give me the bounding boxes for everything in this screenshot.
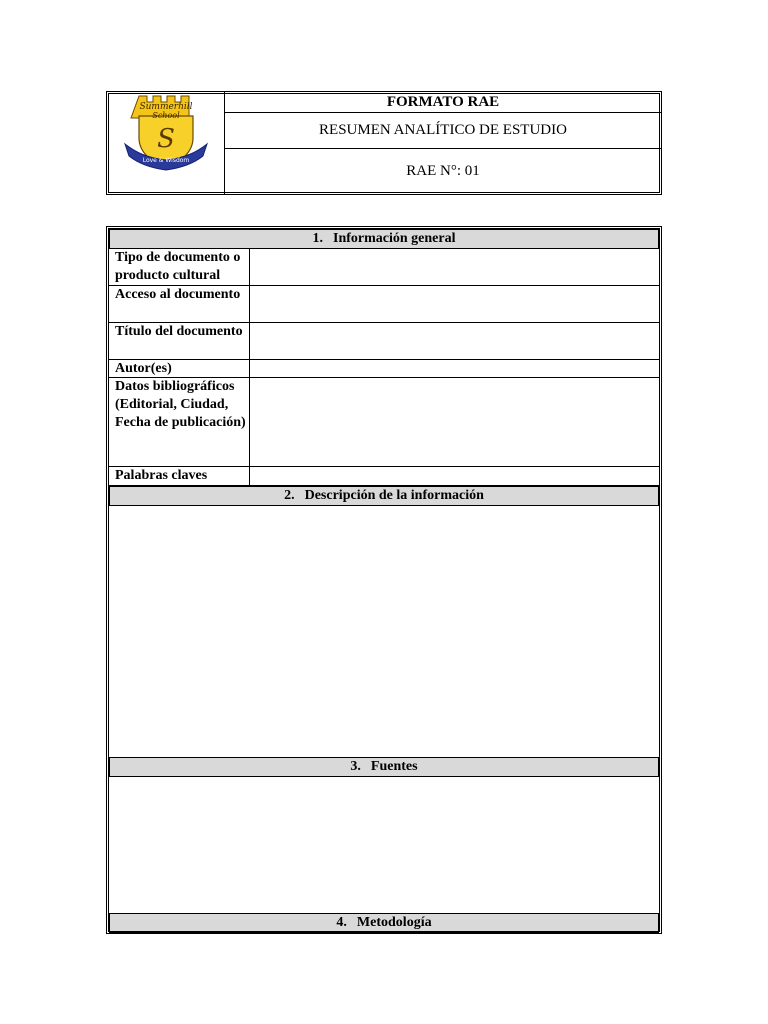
document-title-field[interactable] [250, 323, 659, 359]
row-label: Acceso al documento [109, 286, 250, 322]
section-number: 1. [312, 231, 323, 246]
row-bibliographic-data [109, 378, 659, 467]
section-title: Fuentes [370, 759, 418, 774]
section-header-methodology [109, 913, 659, 933]
section-number: 3. [350, 759, 361, 774]
header-table [106, 91, 662, 195]
row-label: Autor(es) [109, 360, 250, 377]
row-document-type [109, 249, 659, 286]
section-title: Información general [333, 231, 456, 246]
row-keywords [109, 467, 659, 486]
logo-cell [107, 92, 225, 194]
section-header-sources [109, 757, 659, 777]
form-title: FORMATO RAE [225, 92, 661, 113]
section-header-description [109, 486, 659, 506]
document-type-field[interactable] [250, 249, 659, 285]
description-area[interactable] [109, 506, 659, 757]
form-subtitle: RESUMEN ANALÍTICO DE ESTUDIO [225, 113, 661, 149]
sources-area[interactable] [109, 777, 659, 912]
section-title: Descripción de la información [304, 488, 484, 503]
section-number: 2. [284, 488, 295, 503]
section-title: Metodología [356, 915, 432, 930]
svg-text:Summerhill: Summerhill [139, 102, 193, 112]
row-label: Palabras claves [109, 467, 250, 485]
rae-number: RAE N°: 01 [406, 163, 480, 179]
section-header-general-info [109, 229, 659, 249]
row-document-title [109, 323, 659, 360]
school-crest-logo [121, 94, 211, 174]
row-label: Datos bibliográficos (Editorial, Ciudad, Fecha de publicación) [109, 378, 250, 466]
keywords-field[interactable] [250, 467, 659, 485]
rae-form-table [106, 226, 662, 934]
row-authors [109, 360, 659, 378]
svg-text:School: School [152, 111, 180, 120]
row-label: Título del documento [109, 323, 250, 359]
bibliographic-data-field[interactable] [250, 378, 659, 466]
document-access-field[interactable] [250, 286, 659, 322]
svg-text:S: S [157, 124, 175, 154]
svg-text:Love & Wisdom: Love & Wisdom [142, 157, 190, 164]
row-label: Tipo de documento o producto cultural [109, 249, 250, 285]
row-document-access [109, 286, 659, 323]
authors-field[interactable] [250, 360, 659, 377]
section-number: 4. [336, 915, 347, 930]
